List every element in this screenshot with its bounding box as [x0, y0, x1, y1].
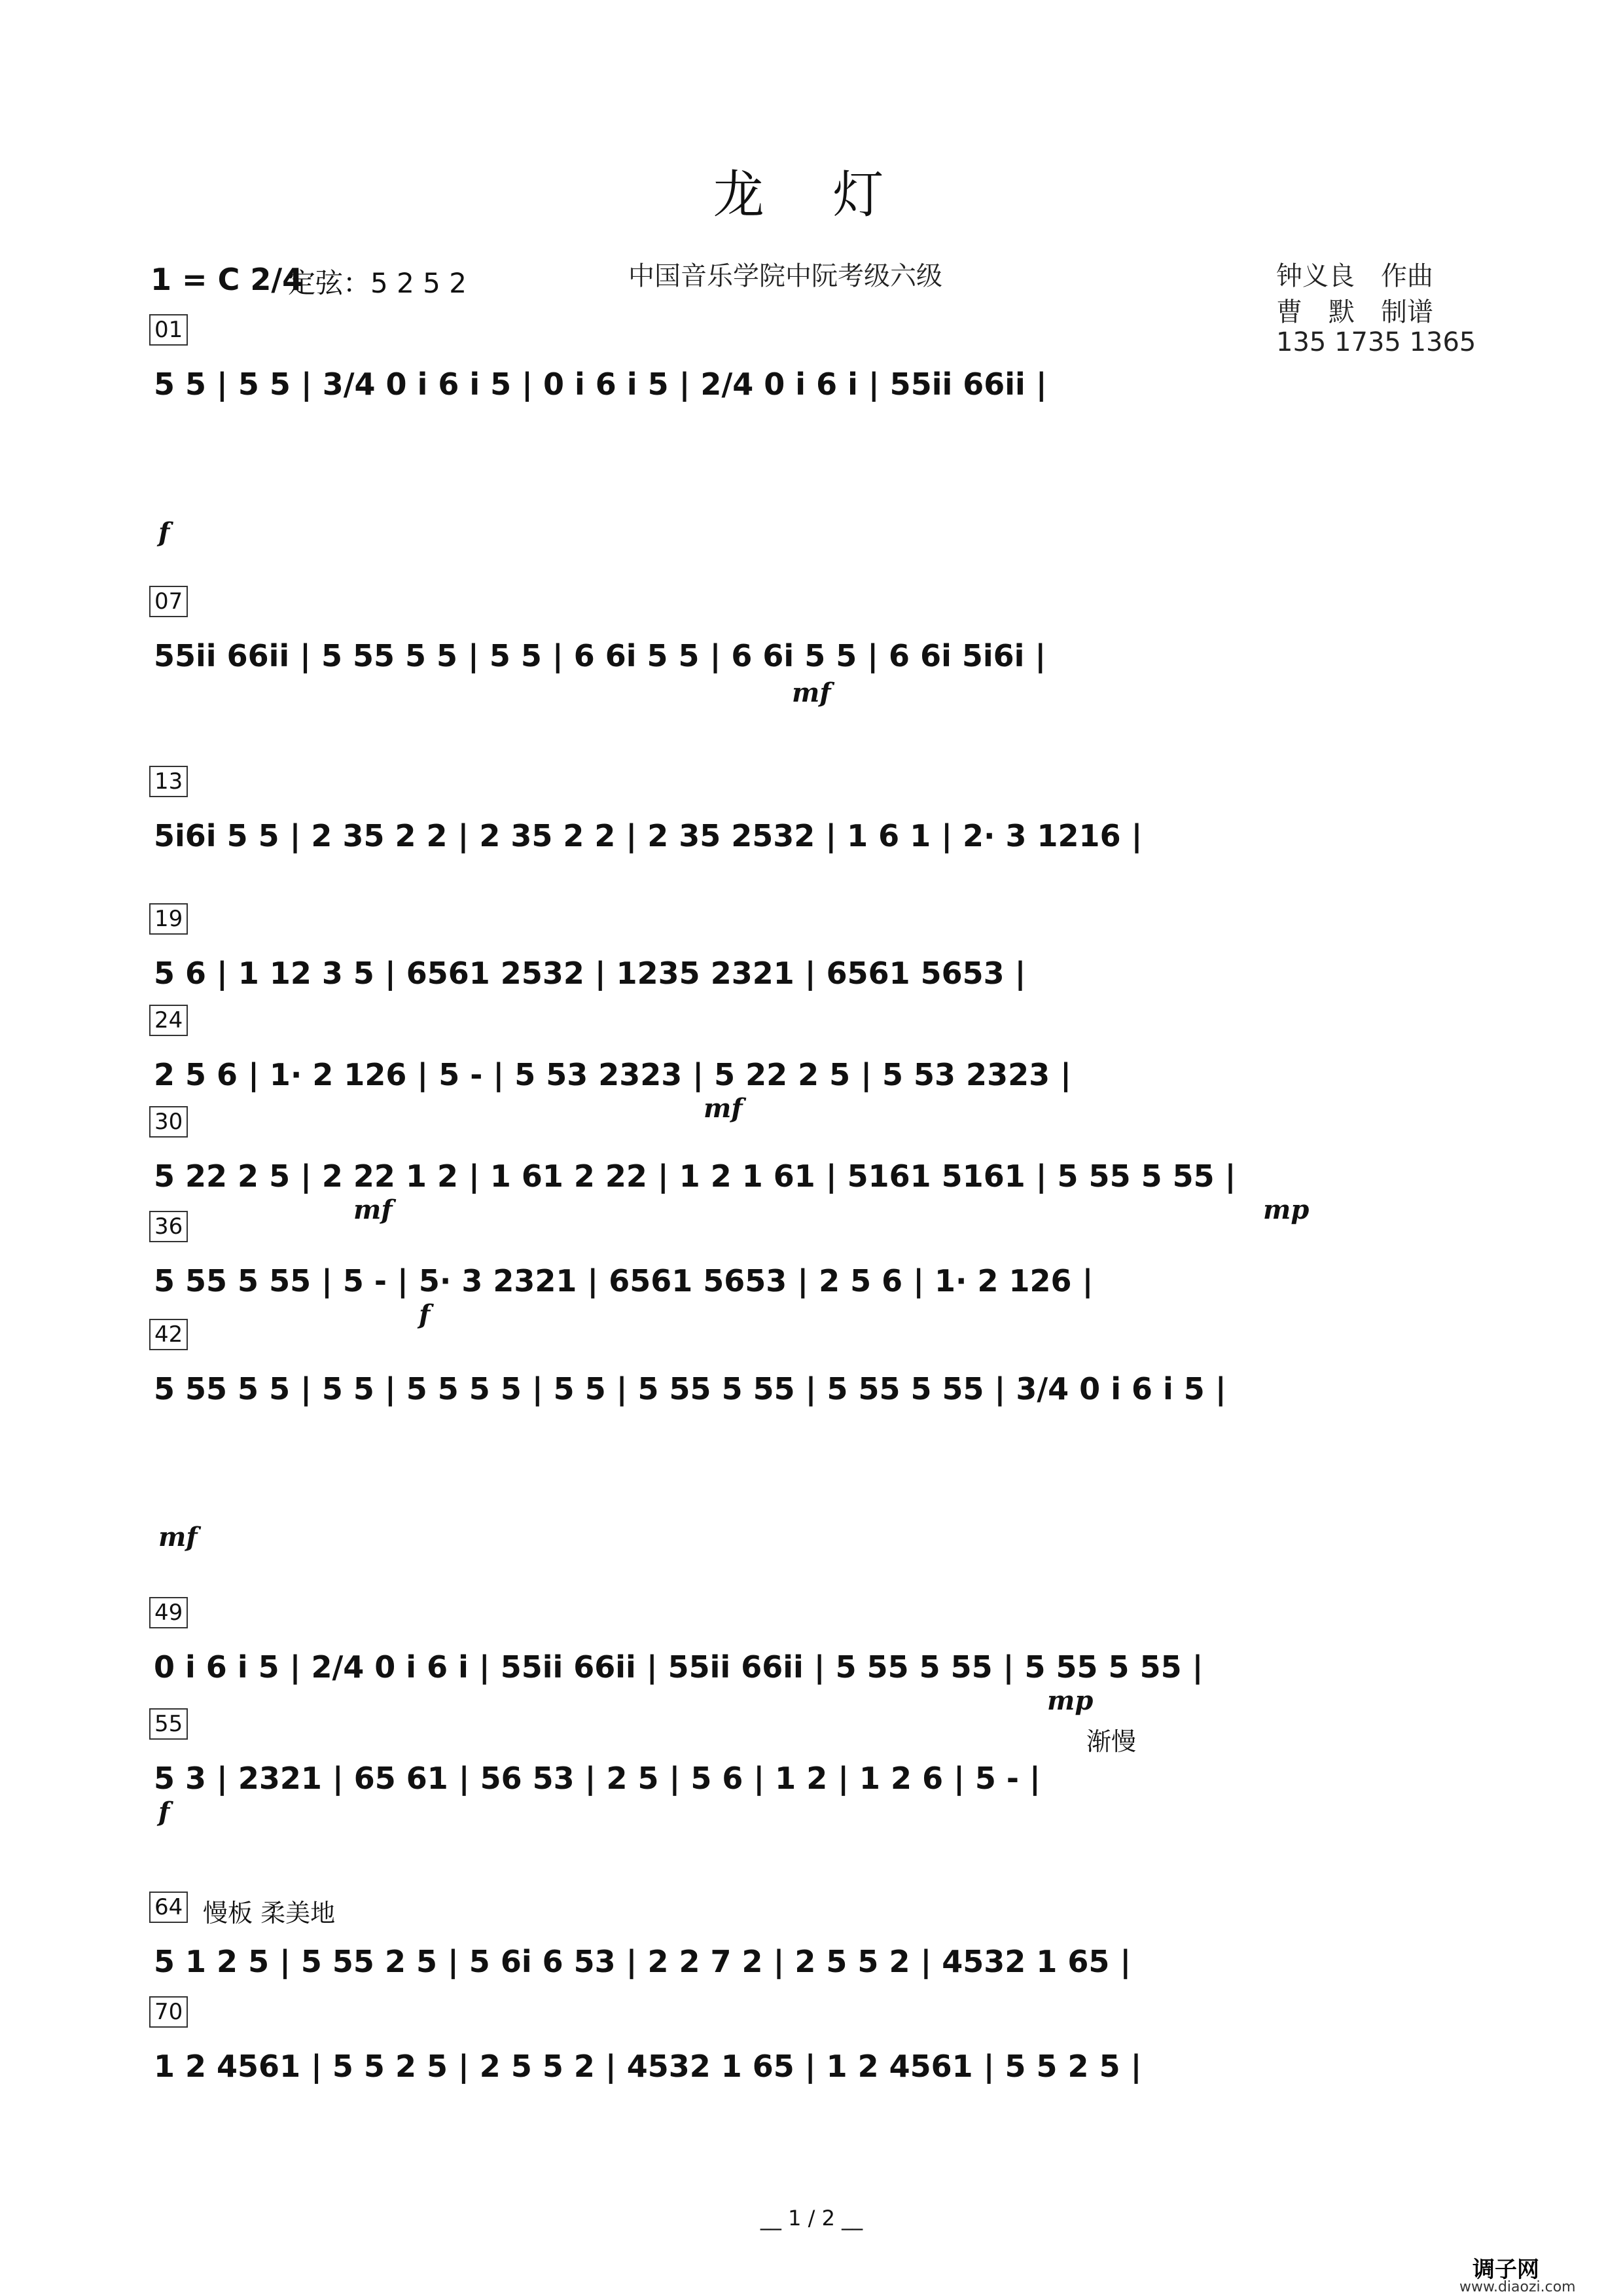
notation-line [154, 367, 1476, 419]
notation-line [154, 1263, 1476, 1316]
notation-line [154, 818, 1476, 870]
notation-line [154, 1649, 1476, 1702]
key-signature: 1 = C 2/4 [151, 262, 304, 297]
notation-line [154, 1761, 1476, 1813]
tuning-notes: 5 2 5 2 [370, 267, 467, 299]
tuning-label: 定弦： [288, 267, 371, 299]
composer: 钟义良 作曲 [1276, 261, 1433, 291]
engraver: 曹 默 制谱 [1276, 297, 1433, 327]
dynamic-marking: mf [704, 1093, 743, 1124]
dynamic-marking: f [158, 517, 170, 548]
notation-line [154, 2049, 1476, 2101]
watermark-url: www.diaozi.com [1459, 2279, 1576, 2295]
measure-number: 13 [149, 766, 188, 797]
dynamic-marking: mf [792, 677, 831, 708]
subtitle: 中国音乐学院中阮考级六级 [628, 261, 942, 291]
notes: 0 i 6 i 5 | 2/4 0 i 6 i | 55ii 66ii | 55ii 66ii | 5 55 5 55 | 5 55 5 55 | [154, 1649, 1204, 1685]
dynamic-marking: mp [1263, 1194, 1310, 1225]
dynamic-marking: mf [353, 1194, 393, 1225]
notes: 5i6i 5 5 | 2 35 2 2 | 2 35 2 2 | 2 35 2532 | 1 6 1 | 2· 3 1216 | [154, 818, 1143, 853]
phone: 135 1735 1365 [1276, 327, 1476, 357]
measure-number: 70 [149, 1996, 188, 2028]
notes: 5 55 5 5 | 5 5 | 5 5 5 5 | 5 5 | 5 55 5 55 | 5 55 5 55 | 3/4 0 i 6 i 5 | [154, 1371, 1226, 1407]
measure-number: 07 [149, 586, 188, 617]
notation-line [154, 956, 1476, 1008]
notes: 5 3 | 2321 | 65 61 | 56 53 | 2 5 | 5 6 | 1 2 | 1 2 6 | 5 - | [154, 1761, 1041, 1796]
notes: 5 6 | 1 12 3 5 | 6561 2532 | 1235 2321 | 6561 5653 | [154, 956, 1026, 991]
dynamic-marking: f [158, 1797, 170, 1827]
notation-line [154, 1944, 1476, 1996]
measure-number: 55 [149, 1708, 188, 1740]
notes: 5 1 2 5 | 5 55 2 5 | 5 6i 6 53 | 2 2 7 2 | 2 5 5 2 | 4532 1 65 | [154, 1944, 1132, 1979]
dynamic-marking: mf [158, 1522, 198, 1552]
measure-number: 01 [149, 314, 188, 346]
watermark-logo: 调子网 [1472, 2257, 1539, 2283]
measure-number: 64 [149, 1892, 188, 1923]
dynamic-marking: f [419, 1299, 431, 1330]
notes: 2 5 6 | 1· 2 126 | 5 - | 5 53 2323 | 5 22 2 5 | 5 53 2323 | [154, 1057, 1071, 1092]
notes: 1 2 4561 | 5 5 2 5 | 2 5 5 2 | 4532 1 65 | 1 2 4561 | 5 5 2 5 | [154, 2049, 1142, 2084]
notes: 5 5 | 5 5 | 3/4 0 i 6 i 5 | 0 i 6 i 5 | 2/4 0 i 6 i | 55ii 66ii | [154, 367, 1047, 402]
dynamic-marking: mp [1047, 1685, 1094, 1716]
page-number-value: 1 / 2 [788, 2206, 835, 2231]
tempo-marking: 渐慢 [1086, 1727, 1137, 1756]
notes: 5 22 2 5 | 2 22 1 2 | 1 61 2 22 | 1 2 1 61 | 5161 5161 | 5 55 5 55 | [154, 1158, 1236, 1194]
page-number: __ 1 / 2 __ [760, 2206, 863, 2231]
measure-number: 19 [149, 903, 188, 935]
measure-number: 30 [149, 1106, 188, 1138]
tempo-marking: 慢板 柔美地 [203, 1899, 336, 1928]
measure-number: 42 [149, 1319, 188, 1350]
notes: 55ii 66ii | 5 55 5 5 | 5 5 | 6 6i 5 5 | 6 6i 5 5 | 6 6i 5i6i | [154, 638, 1046, 673]
tuning [288, 262, 467, 301]
notation-line [154, 1371, 1476, 1424]
measure-number: 24 [149, 1005, 188, 1036]
notation-line [154, 1057, 1476, 1109]
measure-number: 36 [149, 1211, 188, 1242]
measure-number: 49 [149, 1597, 188, 1628]
page-title: 龙 灯 [713, 166, 910, 224]
notes: 5 55 5 55 | 5 - | 5· 3 2321 | 6561 5653 | 2 5 6 | 1· 2 126 | [154, 1263, 1094, 1299]
